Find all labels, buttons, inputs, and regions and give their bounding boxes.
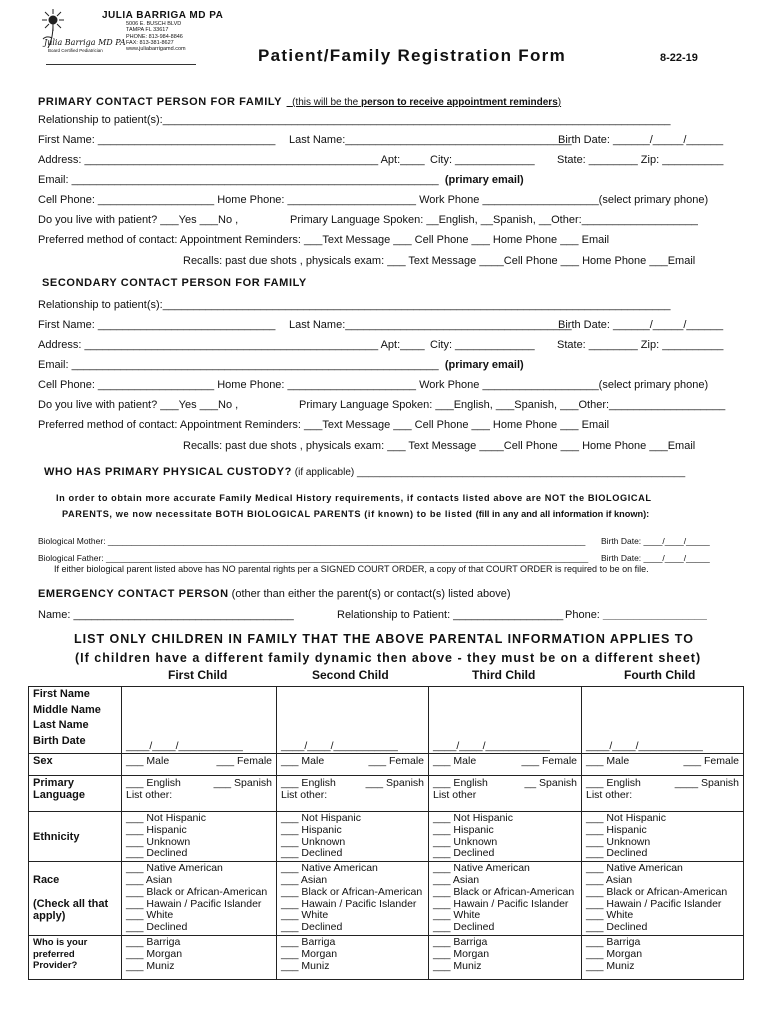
secondary-state-zip-field[interactable]: State: ________ Zip: __________ (557, 339, 724, 351)
child3-sex[interactable]: ___ Male ___ Female (429, 754, 582, 776)
logo-divider (46, 64, 196, 65)
child4-race[interactable]: ___ Native American ___ Asian ___ Black or African-American ___ Hawain / Pacific Islander ___ White ___ Declined (582, 862, 744, 936)
child2-ethnicity[interactable]: ___ Not Hispanic ___ Hispanic ___ Unknown ___ Declined (277, 812, 429, 862)
child3-language[interactable]: ___ English __ Spanish List other (429, 776, 582, 812)
child3-race[interactable]: ___ Native American ___ Asian ___ Black or African-American ___ Hawain / Pacific Islander ___ White ___ Declined (429, 862, 582, 936)
child2-name-cell[interactable]: ____/____/___________ (277, 687, 429, 754)
court-order-notice: If either biological parent listed above has NO parental rights per a SIGNED COURT ORDER, a copy of that COURT ORDER is required to be on file. (54, 564, 649, 574)
primary-contact-heading: PRIMARY CONTACT PERSON FOR FAMILY (this will be the person to receive appointment reminders) (38, 96, 562, 108)
secondary-recalls-method[interactable]: Recalls: past due shots , physicals exam: ___ Text Message ____Cell Phone ___ Home Phone ___Email (183, 440, 696, 452)
secondary-address-field[interactable]: Address: ________________________________________________ Apt:____ (38, 339, 425, 351)
table-row (29, 862, 744, 936)
table-row (29, 687, 744, 703)
emergency-heading: EMERGENCY CONTACT PERSON (other than either the parent(s) or contact(s) listed above) (38, 588, 511, 600)
primary-contact-method[interactable]: Preferred method of contact: Appointment Reminders: ___Text Message ___ Cell Phone ___ Home Phone ___ Email (38, 234, 610, 246)
child3-name-cell[interactable]: ____/____/___________ (429, 687, 582, 754)
child1-language[interactable]: ___ English ___ Spanish List other: (122, 776, 277, 812)
label-birth-date: Birth Date (29, 734, 122, 754)
form-revision-date: 8-22-19 (660, 52, 698, 64)
child2-language[interactable]: ___ English ___ Spanish List other: (277, 776, 429, 812)
child2-race[interactable]: ___ Native American ___ Asian ___ Black or African-American ___ Hawain / Pacific Islander ___ White ___ Declined (277, 862, 429, 936)
table-row (29, 936, 744, 980)
child4-ethnicity[interactable]: ___ Not Hispanic ___ Hispanic ___ Unknown ___ Declined (582, 812, 744, 862)
custody-field[interactable]: WHO HAS PRIMARY PHYSICAL CUSTODY? (if applicable) ___________________________________________________________ (44, 466, 686, 478)
label-middle-name: Middle Name (29, 703, 122, 718)
bio-notice-line1: In order to obtain more accurate Family Medical History requirements, if contacts listed above are NOT the BIOLOGICAL (56, 493, 652, 503)
primary-email-field[interactable]: Email: ____________________________________________________________ (primary email) (38, 174, 524, 186)
primary-address-field[interactable]: Address: ________________________________________________ Apt:____ (38, 154, 425, 166)
child4-language[interactable]: ___ English ____ Spanish List other: (582, 776, 744, 812)
children-subheading: (If children have a different family dynamic then above - they must be on a different sheet) (75, 651, 702, 665)
child1-sex[interactable]: ___ Male ___ Female (122, 754, 277, 776)
secondary-first-name-field[interactable]: First Name: _____________________________ (38, 319, 276, 331)
emergency-relationship-field[interactable]: Relationship to Patient: __________________ (337, 609, 564, 621)
secondary-relationship-field[interactable]: Relationship to patient(s):___________________________________________________________________________________ (38, 299, 671, 311)
practice-address: 5006 E. BUSCH BLVD TAMPA FL 33617 PHONE: 813-984-8846 FAX: 813-381-8627 www.juliabarrigamd.com (126, 21, 186, 53)
primary-lives-with-patient[interactable]: Do you live with patient? ___Yes ___No , (38, 214, 239, 226)
label-sex: Sex (29, 754, 122, 776)
label-first-name: First Name (29, 687, 122, 703)
children-heading: LIST ONLY CHILDREN IN FAMILY THAT THE ABOVE PARENTAL INFORMATION APPLIES TO (74, 632, 694, 646)
child1-provider[interactable]: ___ Barriga ___ Morgan ___ Muniz (122, 936, 277, 980)
child2-sex[interactable]: ___ Male ___ Female (277, 754, 429, 776)
primary-state-zip-field[interactable]: State: ________ Zip: __________ (557, 154, 724, 166)
primary-recalls-method[interactable]: Recalls: past due shots , physicals exam: ___ Text Message ____Cell Phone ___ Home Phone ___Email (183, 255, 696, 267)
bio-mother-field[interactable]: Biological Mother: _____________________________________________________________________________________________________ (38, 536, 586, 546)
column-fourth-child: Fourth Child (624, 668, 696, 682)
primary-birth-date-field[interactable]: Birth Date: ______/_____/______ (558, 134, 724, 146)
form-title: Patient/Family Registration Form (258, 46, 566, 65)
table-row (29, 776, 744, 812)
secondary-contact-method[interactable]: Preferred method of contact: Appointment Reminders: ___Text Message ___ Cell Phone ___ Home Phone ___ Email (38, 419, 610, 431)
column-third-child: Third Child (472, 668, 536, 682)
secondary-email-field[interactable]: Email: ____________________________________________________________ (primary email) (38, 359, 524, 371)
secondary-phone-fields[interactable]: Cell Phone: ___________________ Home Phone: _____________________ Work Phone ___________________(select primary phone) (38, 379, 709, 391)
bio-notice-line2: PARENTS, we now necessitate BOTH BIOLOGICAL PARENTS (if known) to be listed (fill in any and all information if known): (62, 509, 650, 519)
primary-phone-fields[interactable]: Cell Phone: ___________________ Home Phone: _____________________ Work Phone ___________________(select primary phone) (38, 194, 709, 206)
primary-last-name-field[interactable]: Last Name:_____________________________________ (289, 134, 572, 146)
secondary-city-field[interactable]: City: _____________ (430, 339, 535, 351)
column-first-child: First Child (168, 668, 228, 682)
bio-mother-birth-field[interactable]: Birth Date: ____/____/_____ (601, 536, 710, 546)
secondary-language-field[interactable]: Primary Language Spoken: ___English, ___Spanish, ___Other:___________________ (299, 399, 726, 411)
column-second-child: Second Child (312, 668, 389, 682)
emergency-name-field[interactable]: Name: ____________________________________ (38, 609, 294, 621)
secondary-birth-date-field[interactable]: Birth Date: ______/_____/______ (558, 319, 724, 331)
bio-father-field[interactable]: Biological Father: ______________________________________________________________________________________________________ (38, 553, 589, 563)
practice-logo (38, 8, 224, 66)
table-row (29, 812, 744, 862)
label-race: Race (Check all that apply) (29, 862, 122, 936)
child2-provider[interactable]: ___ Barriga ___ Morgan ___ Muniz (277, 936, 429, 980)
child1-ethnicity[interactable]: ___ Not Hispanic ___ Hispanic ___ Unknown ___ Declined (122, 812, 277, 862)
practice-script-name: Julia Barriga MD PA (44, 38, 126, 47)
primary-language-field[interactable]: Primary Language Spoken: __English, __Spanish, __Other:___________________ (290, 214, 698, 226)
bio-father-birth-field[interactable]: Birth Date: ____/____/_____ (601, 553, 710, 563)
label-last-name: Last Name (29, 718, 122, 734)
label-ethnicity: Ethnicity (29, 812, 122, 862)
secondary-last-name-field[interactable]: Last Name:_____________________________________ (289, 319, 572, 331)
label-primary-language: Primary Language (29, 776, 122, 812)
secondary-lives-with-patient[interactable]: Do you live with patient? ___Yes ___No , (38, 399, 239, 411)
emergency-phone-field[interactable]: Phone: _________________ (565, 609, 707, 621)
child3-provider[interactable]: ___ Barriga ___ Morgan ___ Muniz (429, 936, 582, 980)
child1-name-cell[interactable]: ____/____/___________ (122, 687, 277, 754)
primary-city-field[interactable]: City: _____________ (430, 154, 535, 166)
child1-race[interactable]: ___ Native American ___ Asian ___ Black or African-American ___ Hawain / Pacific Islander ___ White ___ Declined (122, 862, 277, 936)
child4-sex[interactable]: ___ Male ___ Female (582, 754, 744, 776)
practice-name: JULIA BARRIGA MD PA (102, 10, 224, 21)
child3-ethnicity[interactable]: ___ Not Hispanic ___ Hispanic ___ Unknown ___ Declined (429, 812, 582, 862)
primary-first-name-field[interactable]: First Name: _____________________________ (38, 134, 276, 146)
primary-relationship-field[interactable]: Relationship to patient(s):___________________________________________________________________________________ (38, 114, 671, 126)
practice-tagline: Board Certified Pediatrician (48, 48, 103, 53)
children-table (28, 686, 744, 980)
child4-name-cell[interactable]: ____/____/___________ (582, 687, 744, 754)
child4-provider[interactable]: ___ Barriga ___ Morgan ___ Muniz (582, 936, 744, 980)
label-provider: Who is your preferred Provider? (29, 936, 122, 980)
secondary-contact-heading: SECONDARY CONTACT PERSON FOR FAMILY (42, 277, 307, 289)
table-row (29, 754, 744, 776)
